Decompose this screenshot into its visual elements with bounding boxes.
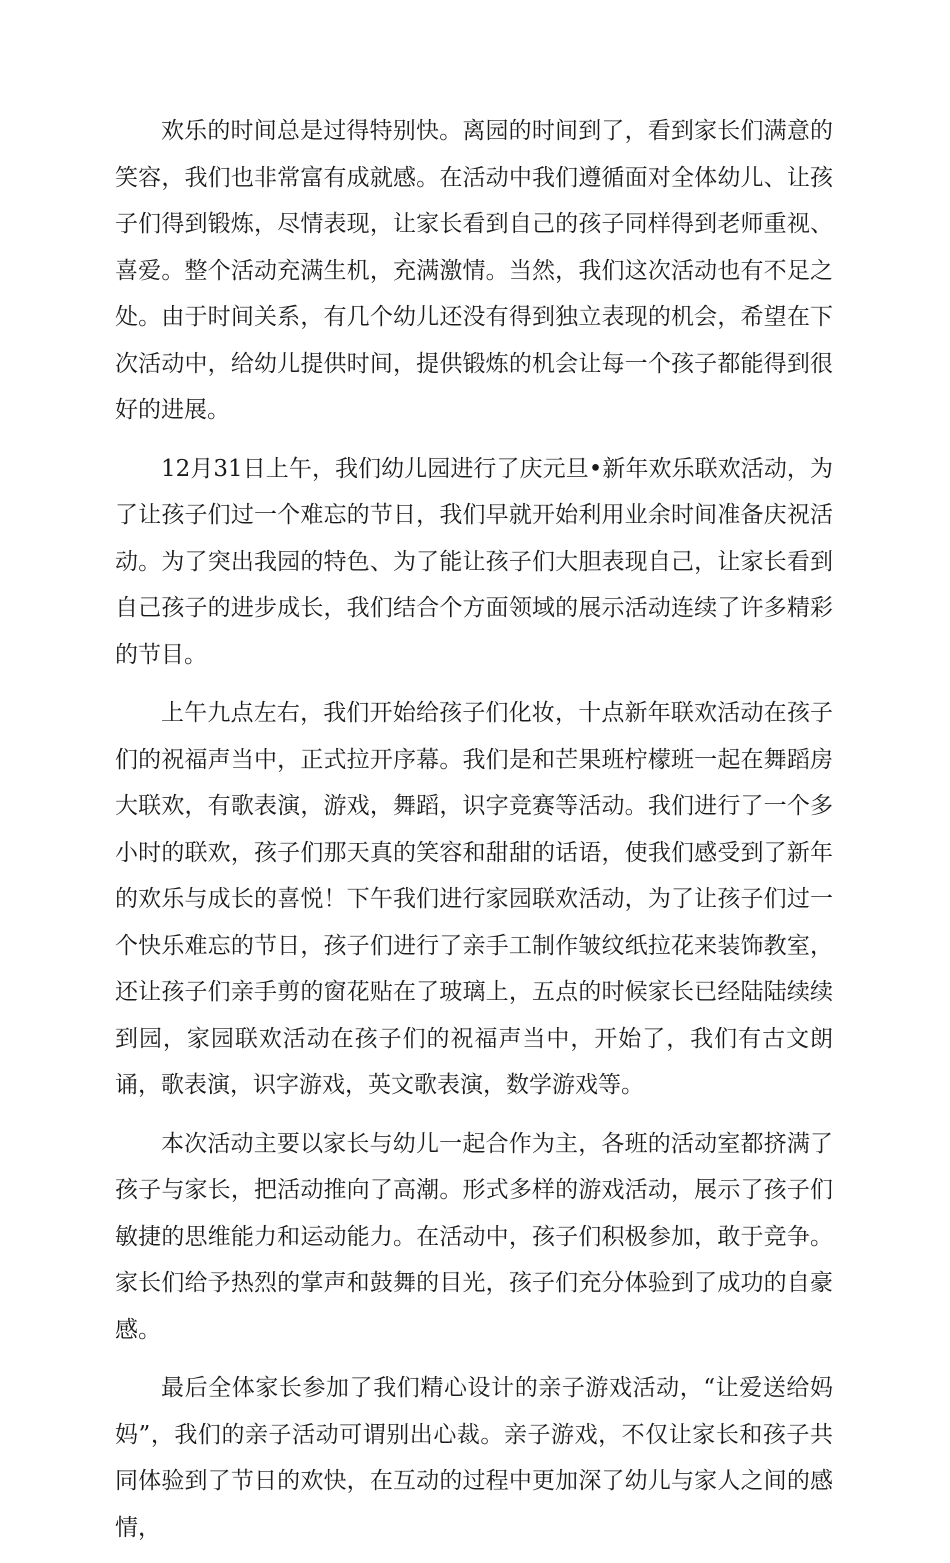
- paragraph-2: 12月31日上午，我们幼儿园进行了庆元旦•新年欢乐联欢活动，为了让孩子们过一个难忘的节日，我们早就开始利用业余时间准备庆祝活动。为了突出我园的特色、为了能让孩子们大胆表现自己，让家长看到自己孩子的进步成长，我们结合个方面领域的展示活动连续了许多精彩的节目。: [115, 455, 833, 668]
- document-body: [115, 108, 833, 1563]
- paragraph-3: 上午九点左右，我们开始给孩子们化妆，十点新年联欢活动在孩子们的祝福声当中，正式拉开序幕。我们是和芒果班柠檬班一起在舞蹈房大联欢，有歌表演，游戏，舞蹈，识字竞赛等活动。我们进行了一个多小时的联欢，孩子们那天真的笑容和甜甜的话语，使我们感受到了新年的欢乐与成长的喜悦！下午我们进行家园联欢活动，为了让孩子们过一个快乐难忘的节日，孩子们进行了亲手工制作皱纹纸拉花来装饰教室，还让孩子们亲手剪的窗花贴在了玻璃上，五点的时候家长已经陆陆续续到园，家园联欢活动在孩子们的祝福声当中，开始了，我们有古文朗诵，歌表演，识字游戏，英文歌表演，数学游戏等。: [115, 700, 833, 1098]
- paragraph-5: 最后全体家长参加了我们精心设计的亲子游戏活动，“让爱送给妈妈”，我们的亲子活动可谓别出心裁。亲子游戏，不仅让家长和孩子共同体验到了节日的欢快，在互动的过程中更加深了幼儿与家人之间的感情，: [115, 1375, 833, 1541]
- paragraph-4: 本次活动主要以家长与幼儿一起合作为主，各班的活动室都挤满了孩子与家长，把活动推向了高潮。形式多样的游戏活动，展示了孩子们敏捷的思维能力和运动能力。在活动中，孩子们积极参加，敢于竞争。家长们给予热烈的掌声和鼓舞的目光，孩子们充分体验到了成功的自豪感。: [115, 1130, 833, 1343]
- paragraph-1: 欢乐的时间总是过得特别快。离园的时间到了，看到家长们满意的笑容，我们也非常富有成就感。在活动中我们遵循面对全体幼儿、让孩子们得到锻炼，尽情表现，让家长看到自己的孩子同样得到老师重视、喜爱。整个活动充满生机，充满激情。当然，我们这次活动也有不足之处。由于时间关系，有几个幼儿还没有得到独立表现的机会，希望在下次活动中，给幼儿提供时间，提供锻炼的机会让每一个孩子都能得到很好的进展。: [115, 118, 833, 423]
